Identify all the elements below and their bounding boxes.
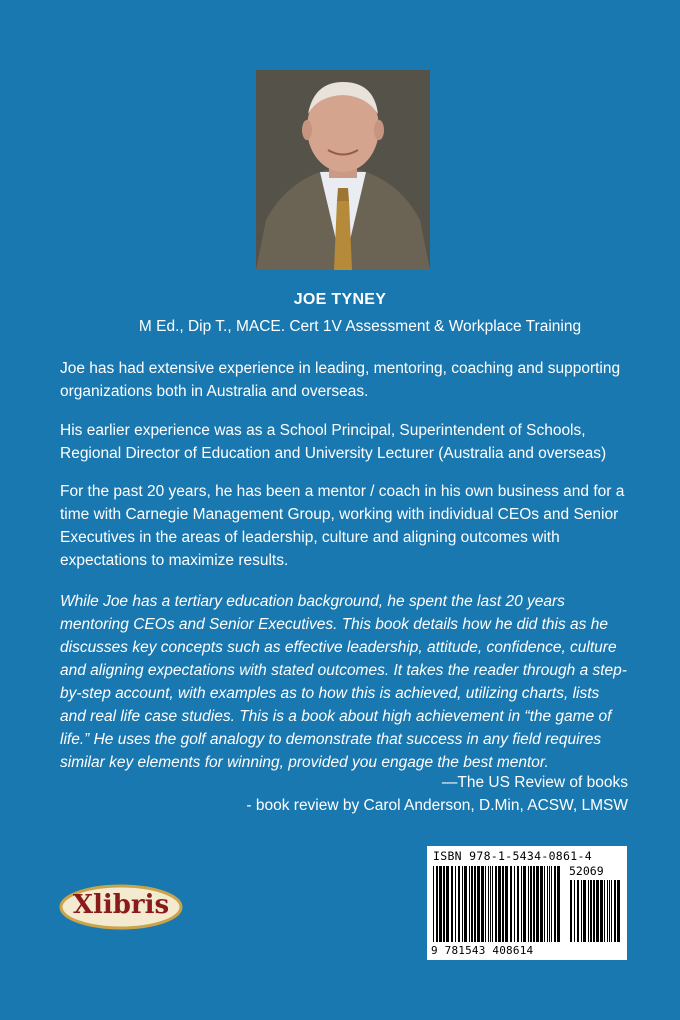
barcode-bar [471, 866, 473, 942]
barcode-bar [581, 880, 582, 942]
barcode-bar [514, 866, 515, 942]
barcode-bar [607, 880, 608, 942]
barcode-bar [433, 866, 434, 942]
barcode-bar [498, 866, 501, 942]
barcode-bar [446, 866, 449, 942]
barcode-bar [488, 866, 489, 942]
barcode-bar [495, 866, 497, 942]
barcode-bar [547, 866, 548, 942]
barcode-bar [521, 866, 522, 942]
barcode-bars [427, 846, 627, 960]
review-quote: While Joe has a tertiary education background, he spent the last 20 years mentoring CEOs and Senior Executives. This book details how he did this as he discusses key concepts such as effective leadership, attitude, confidence, culture and aligning expectations with stated outcomes. It takes the reader through a step-by-step account, with examples as to how this is achieved, utilizing charts, lists and real life case studies. This is a book about high achievement in “the game of life.” He uses the golf analogy to demonstrate that success in any field requires similar key elements for winning, provided you engage the best mentor. [60, 593, 627, 771]
barcode-bar [583, 880, 586, 942]
barcode-bar [510, 866, 512, 942]
barcode-bar [588, 880, 589, 942]
barcode-bar [469, 866, 470, 942]
barcode-bar [517, 866, 519, 942]
barcode-bar [604, 880, 605, 942]
barcode-bar [443, 866, 445, 942]
barcode-digits: 9 781543 408614 [431, 944, 534, 957]
barcode-bar [600, 880, 603, 942]
barcode-bar [574, 880, 575, 942]
barcode-bar [570, 880, 572, 942]
barcode-bar [485, 866, 486, 942]
review-source: —The US Review of books [441, 774, 628, 791]
barcode-bar [554, 866, 556, 942]
barcode-bar [611, 880, 612, 942]
isbn-barcode [427, 846, 627, 960]
bio-paragraph-1: Joe has had extensive experience in leading, mentoring, coaching and supporting organizations both in Australia and overseas. [60, 360, 621, 400]
publisher-logo [58, 882, 184, 932]
review-byline: - book review by Carol Anderson, D.Min, ACSW, LMSW [246, 797, 628, 814]
barcode-bar [523, 866, 526, 942]
author-name: JOE TYNEY [293, 291, 387, 308]
barcode-bar [540, 866, 543, 942]
barcode-bar [557, 866, 560, 942]
publisher-logo-text: Xlibris [72, 890, 170, 920]
barcode-bar [477, 866, 480, 942]
author-photo [256, 70, 430, 270]
barcode-bar [462, 866, 463, 942]
barcode-bar [528, 866, 529, 942]
price-code: 52069 [569, 864, 604, 878]
barcode-bar [551, 866, 552, 942]
barcode-bar [492, 866, 493, 942]
barcode-bar [614, 880, 616, 942]
barcode-bar [617, 880, 620, 942]
barcode-bar [609, 880, 610, 942]
barcode-bar [596, 880, 599, 942]
author-credentials: M Ed., Dip T., MACE. Cert 1V Assessment & Workplace Training [138, 318, 582, 335]
barcode-bar [549, 866, 550, 942]
bio-paragraph-3: For the past 20 years, he has been a mentor / coach in his own business and for a time with Carnegie Management Group, working with individual CEOs and Senior Executives in the areas of leadership, culture and aligning outcomes with expectations to maximize results. [60, 483, 625, 569]
barcode-bar [490, 866, 491, 942]
barcode-bar [533, 866, 535, 942]
barcode-bar [505, 866, 508, 942]
barcode-bar [439, 866, 442, 942]
barcode-bar [577, 880, 579, 942]
barcode-bar [436, 866, 438, 942]
barcode-bar [451, 866, 453, 942]
barcode-bar [590, 880, 592, 942]
barcode-bar [530, 866, 532, 942]
isbn-text: ISBN 978-1-5434-0861-4 [433, 849, 592, 863]
barcode-bar [536, 866, 539, 942]
barcode-bar [544, 866, 545, 942]
barcode-bar [593, 880, 595, 942]
barcode-bar [458, 866, 460, 942]
barcode-bar [455, 866, 456, 942]
barcode-bar [474, 866, 476, 942]
barcode-bar [464, 866, 467, 942]
barcode-bar [481, 866, 484, 942]
bio-paragraph-2: His earlier experience was as a School Principal, Superintendent of Schools, Regional Director of Education and University Lecturer (Australia and overseas) [60, 422, 607, 462]
barcode-bar [502, 866, 504, 942]
